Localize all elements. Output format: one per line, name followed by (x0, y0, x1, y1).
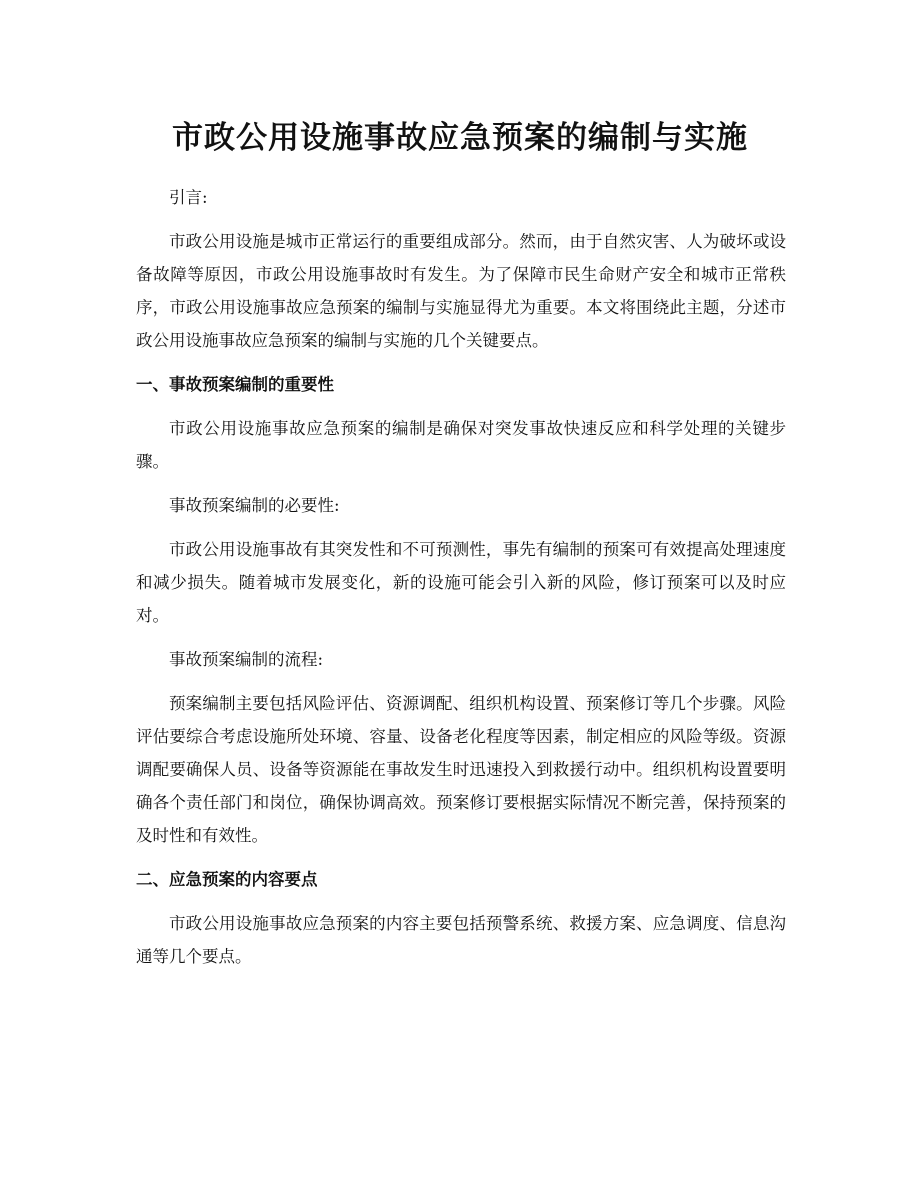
document-title: 市政公用设施事故应急预案的编制与实施 (172, 120, 748, 156)
section-heading-1: 一、事故预案编制的重要性 (136, 375, 334, 394)
section-heading-2: 二、应急预案的内容要点 (136, 870, 318, 889)
paragraph: 市政公用设施事故应急预案的内容主要包括预警系统、救援方案、应急调度、信息沟通等几个要点。 (136, 914, 786, 966)
subheading-process: 事故预案编制的流程: (169, 650, 324, 669)
paragraph: 预案编制主要包括风险评估、资源调配、组织机构设置、预案修订等几个步骤。风险评估要综合考虑设施所处环境、容量、设备老化程度等因素，制定相应的风险等级。资源调配要确保人员、设备等资源能在事故发生时迅速投入到救援行动中。组织机构设置要明确各个责任部门和岗位，确保协调高效。预案修订要根据实际情况不断完善，保持预案的及时性和有效性。 (136, 694, 786, 845)
document-body (136, 181, 786, 984)
paragraph-intro-label: 引言: (169, 188, 208, 207)
paragraph: 市政公用设施事故有其突发性和不可预测性，事先有编制的预案可有效提高处理速度和减少损失。随着城市发展变化，新的设施可能会引入新的风险，修订预案可以及时应对。 (136, 540, 786, 625)
paragraph-intro: 市政公用设施是城市正常运行的重要组成部分。然而，由于自然灾害、人为破坏或设备故障等原因，市政公用设施事故时有发生。为了保障市民生命财产安全和城市正常秩序，市政公用设施事故应急预案的编制与实施显得尤为重要。本文将围绕此主题，分述市政公用设施事故应急预案的编制与实施的几个关键要点。 (136, 232, 786, 350)
subheading-necessity: 事故预案编制的必要性: (169, 496, 340, 515)
paragraph: 市政公用设施事故应急预案的编制是确保对突发事故快速反应和科学处理的关键步骤。 (136, 419, 786, 471)
